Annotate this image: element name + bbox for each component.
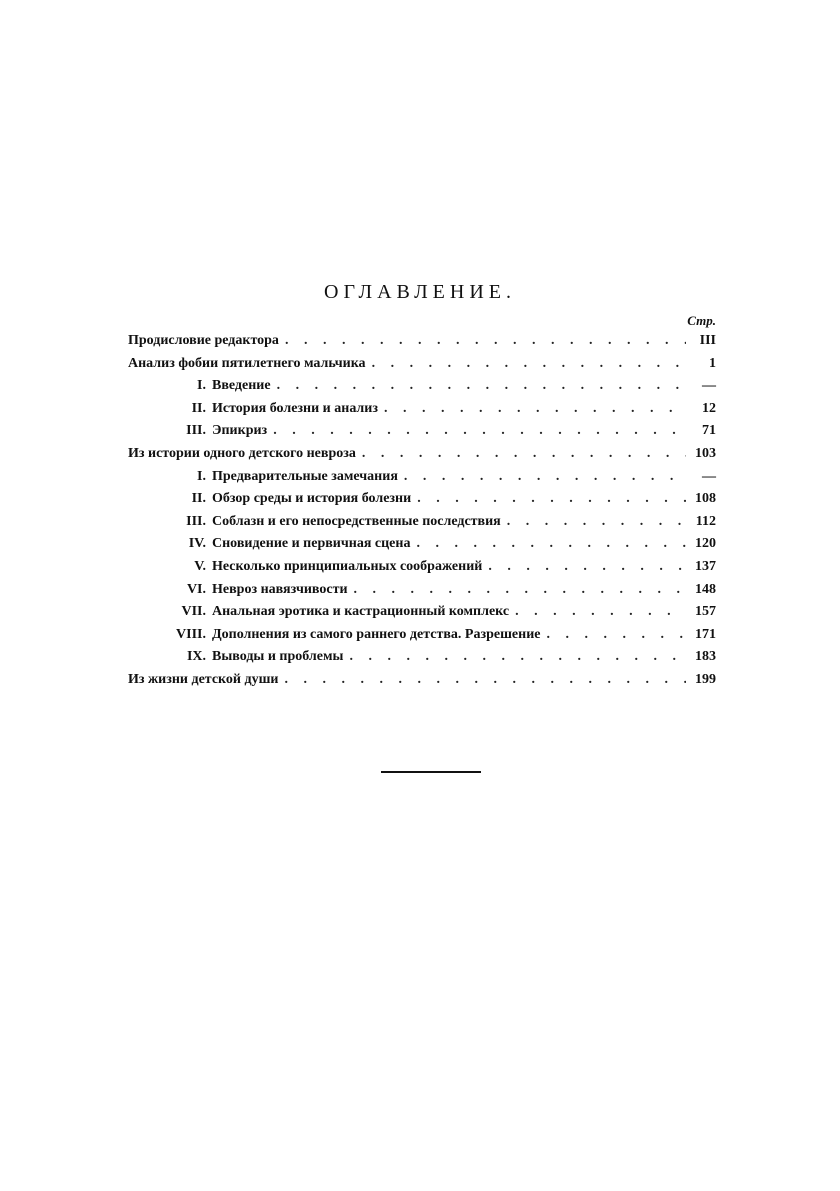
toc-entry-title: Сновидение и первичная сцена	[212, 536, 411, 552]
toc-entry-number: VIII.	[176, 626, 206, 642]
toc-entry	[128, 398, 716, 421]
toc-entry	[128, 420, 716, 443]
dot-leader	[278, 669, 686, 692]
toc-entry-number: VII.	[181, 604, 206, 620]
toc-entry-title: Анализ фобии пятилетнего мальчика	[128, 355, 366, 371]
toc-entry-page: 183	[695, 649, 716, 665]
toc-entry-page: 157	[695, 604, 716, 620]
toc-entry-title: Несколько принципиальных соображений	[212, 558, 483, 574]
dot-leader	[501, 511, 686, 534]
toc-entry-title: Из жизни детской души	[128, 671, 279, 687]
dot-leader	[509, 601, 686, 624]
toc-entry-title: Невроз навязчивости	[212, 581, 348, 597]
toc-entry	[128, 579, 716, 602]
toc-entry-page: —	[702, 468, 716, 484]
dot-leader	[482, 556, 686, 579]
toc-entry	[128, 511, 716, 534]
toc-entry-title: Анальная эротика и кастрационный комплекс	[212, 604, 510, 620]
toc-entry-page: 12	[702, 400, 716, 416]
toc-entry	[128, 556, 716, 579]
toc-entry-page: 137	[695, 558, 716, 574]
toc-entry	[128, 533, 716, 556]
toc-entry-title: Обзор среды и история болезни	[212, 491, 412, 507]
dot-leader	[541, 624, 687, 647]
toc-entry	[128, 646, 716, 669]
toc-entry-page: 148	[695, 581, 716, 597]
dot-leader	[348, 579, 686, 602]
toc-entry-title: Эпикриз	[212, 423, 268, 439]
toc-entry-title: Предварительные замечания	[212, 468, 398, 484]
toc-entry-number: IV.	[188, 536, 206, 552]
dot-leader	[378, 398, 686, 421]
toc-entry-page: 112	[695, 513, 716, 529]
page-title: ОГЛАВЛЕНИЕ.	[324, 281, 516, 303]
toc-entry-title: История болезни и анализ	[212, 400, 378, 416]
table-of-contents	[128, 330, 716, 692]
dot-leader	[410, 533, 686, 556]
toc-entry	[128, 375, 716, 398]
toc-entry	[128, 669, 716, 692]
toc-entry	[128, 624, 716, 647]
toc-entry	[128, 353, 716, 376]
toc-entry-page: III	[699, 333, 716, 348]
toc-entry-page: 108	[695, 491, 716, 507]
toc-entry	[128, 330, 716, 353]
toc-entry-title: Выводы и проблемы	[212, 649, 344, 665]
toc-entry-number: IX.	[186, 649, 206, 665]
toc-entry-number: I.	[197, 468, 206, 484]
toc-entry	[128, 488, 716, 511]
dot-leader	[398, 466, 686, 489]
toc-entry-number: V.	[194, 558, 206, 574]
toc-entry-number: II.	[191, 491, 206, 507]
dot-leader	[267, 420, 686, 443]
dot-leader	[271, 375, 686, 398]
dot-leader	[411, 488, 686, 511]
dot-leader	[356, 443, 686, 466]
toc-entry-number: VI.	[186, 581, 206, 597]
toc-entry-number: II.	[191, 400, 206, 416]
toc-entry-page: 1	[709, 355, 716, 371]
toc-entry	[128, 443, 716, 466]
toc-entry-page: 171	[695, 626, 716, 642]
toc-entry	[128, 466, 716, 489]
closing-rule	[381, 771, 481, 773]
toc-entry-page: 71	[702, 423, 716, 439]
toc-entry-page: 120	[695, 536, 716, 552]
toc-entry-page: —	[702, 378, 716, 394]
toc-entry-title: Дополнения из самого раннего детства. Разрешение	[212, 626, 541, 642]
dot-leader	[343, 646, 686, 669]
page-column-header: Стр.	[687, 313, 716, 328]
toc-entry	[128, 601, 716, 624]
toc-entry-title: Продисловие редактора	[128, 333, 279, 348]
toc-entry-number: I.	[197, 378, 206, 394]
dot-leader	[279, 330, 686, 353]
toc-entry-number: III.	[186, 513, 206, 529]
dot-leader	[366, 353, 686, 376]
toc-entry-page: 199	[695, 671, 716, 687]
toc-entry-number: III.	[186, 423, 206, 439]
toc-entry-page: 103	[695, 445, 716, 461]
toc-entry-title: Введение	[212, 378, 271, 394]
toc-entry-title: Из истории одного детского невроза	[128, 445, 356, 461]
toc-entry-title: Соблазн и его непосредственные последствия	[212, 513, 501, 529]
